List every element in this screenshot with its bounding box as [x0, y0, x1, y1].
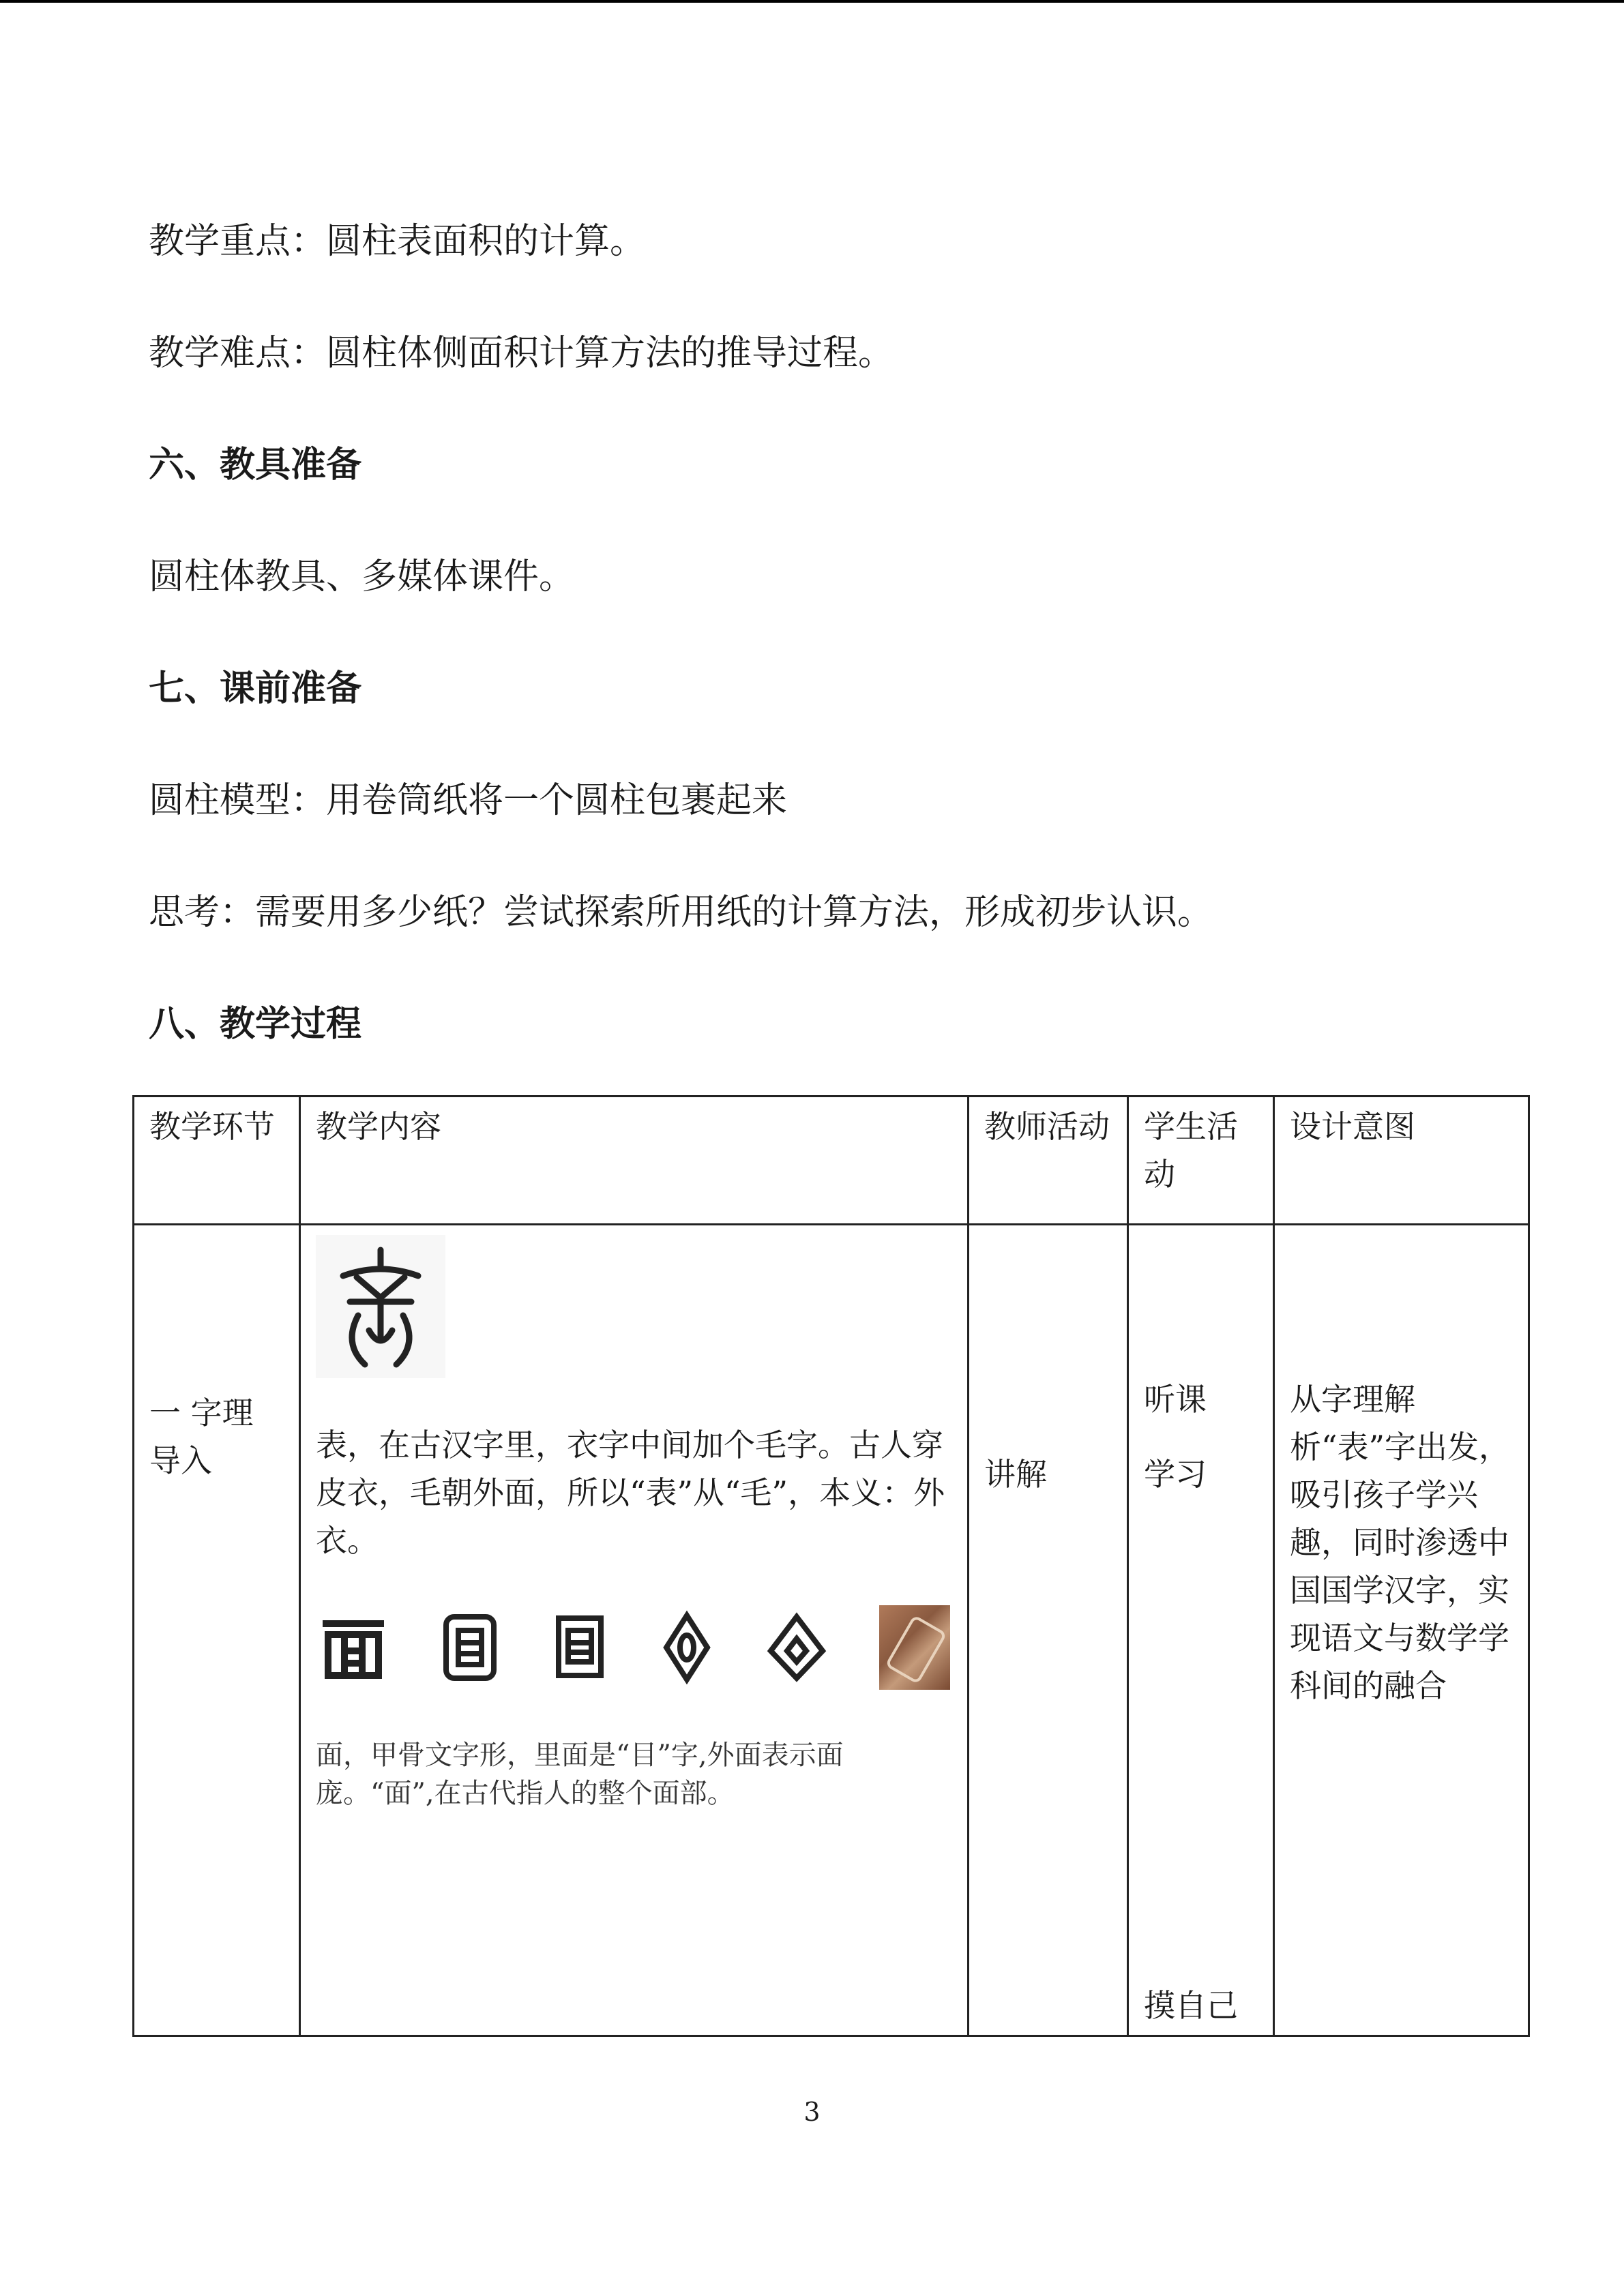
mian-glyph-2-icon — [439, 1610, 501, 1685]
content-cell — [300, 1225, 969, 2036]
table-row — [134, 1225, 1529, 2036]
design-intent: 从字理解析“表”字出发，吸引孩子学兴趣，同时渗透中国国学汉字，实现语文与数学学科间的融合 — [1290, 1381, 1511, 1704]
teaching-process-table — [132, 1095, 1530, 2037]
mian-caption: 面，甲骨文字形，里面是“目”字,外面表示面庞。“面”,在古代指人的整个面部。 — [316, 1740, 844, 1809]
student-activity-1: 听课 — [1144, 1381, 1207, 1418]
page-number: 3 — [803, 2097, 821, 2127]
header-stage: 教学环节 — [134, 1097, 300, 1225]
teacher-cell — [969, 1225, 1128, 2036]
section-8-title: 八、教学过程 — [149, 1004, 362, 1045]
mian-rubbing-image — [879, 1605, 950, 1690]
section-6-text: 圆柱体教具、多媒体课件。 — [149, 556, 575, 597]
student-activity-2: 学习 — [1144, 1456, 1207, 1493]
mian-glyph-evolution — [316, 1600, 950, 1695]
key-point: 教学重点：圆柱表面积的计算。 — [149, 221, 646, 262]
table-header-row — [134, 1097, 1529, 1225]
mian-glyph-5-icon — [763, 1610, 831, 1685]
section-6-title: 六、教具准备 — [149, 445, 362, 486]
stage-cell — [134, 1225, 300, 2036]
biao-ancient-glyph-image — [316, 1235, 445, 1378]
intent-cell — [1274, 1225, 1529, 2036]
header-teacher: 教师活动 — [969, 1097, 1128, 1225]
header-content: 教学内容 — [300, 1097, 969, 1225]
difficult-point: 教学难点：圆柱体侧面积计算方法的推导过程。 — [149, 333, 894, 374]
student-activity-3: 摸自己 — [1144, 1987, 1238, 2024]
section-7-title: 七、课前准备 — [149, 668, 362, 709]
section-7-text-1: 圆柱模型：用卷筒纸将一个圆柱包裹起来 — [149, 780, 788, 821]
header-student: 学生活动 — [1128, 1097, 1274, 1225]
teacher-activity: 讲解 — [984, 1456, 1047, 1493]
mian-glyph-4-icon — [660, 1610, 714, 1685]
stage-text: 一 字理导入 — [149, 1395, 254, 1479]
biao-explanation: 表，在古汉字里，衣字中间加个毛字。古人穿皮衣，毛朝外面，所以“表”从“毛”，本义：外衣。 — [316, 1427, 945, 1559]
mian-glyph-1-icon — [316, 1610, 391, 1685]
student-cell — [1128, 1225, 1274, 2036]
mian-glyph-3-icon — [549, 1610, 610, 1685]
top-border — [0, 0, 1624, 3]
section-7-text-2: 思考：需要用多少纸？尝试探索所用纸的计算方法，形成初步认识。 — [149, 892, 1213, 933]
header-intent: 设计意图 — [1274, 1097, 1529, 1225]
